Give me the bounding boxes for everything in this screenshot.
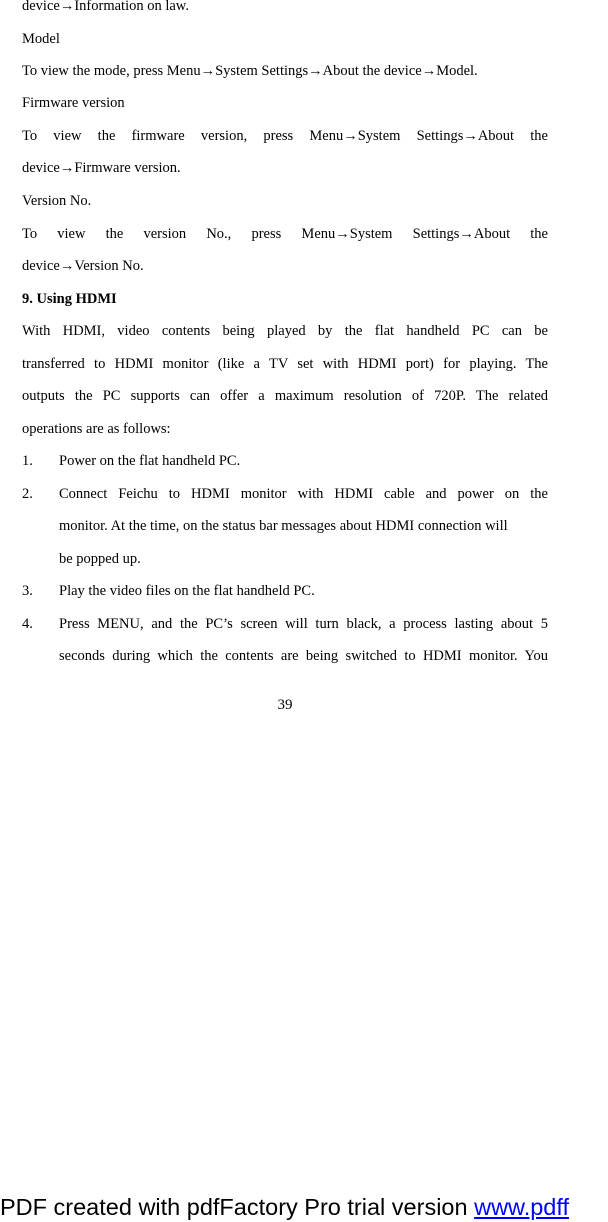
step-number: 2.	[22, 486, 33, 502]
step-text: monitor. At the time, on the status bar messages about HDMI connection will	[59, 518, 508, 534]
step-number: 4.	[22, 616, 33, 632]
step-number: 1.	[22, 453, 33, 469]
step-text: Connect Feichu to HDMI monitor with HDMI cable and power on the	[59, 486, 548, 502]
hdmi-paragraph-line-2: transferred to HDMI monitor (like a TV set with HDMI port) for playing. The	[22, 356, 548, 372]
version-heading: Version No.	[22, 193, 92, 209]
step-text: Press MENU, and the PC’s screen will turn black, a process lasting about 5	[59, 616, 548, 632]
device-info-line: device→Information on law.	[22, 0, 189, 14]
hdmi-paragraph-line-4: operations are as follows:	[22, 421, 171, 437]
firmware-heading: Firmware version	[22, 95, 125, 111]
step-text: seconds during which the contents are being switched to HDMI monitor. You	[59, 648, 548, 664]
hdmi-paragraph-line-1: With HDMI, video contents being played by the flat handheld PC can be	[22, 323, 548, 339]
page-number: 39	[277, 697, 293, 713]
footer-link[interactable]: www.pdff	[474, 1194, 570, 1220]
model-heading: Model	[22, 31, 60, 47]
hdmi-paragraph-line-3: outputs the PC supports can offer a maximum resolution of 720P. The related	[22, 388, 548, 404]
version-text-line-1: To view the version No., press Menu→System Settings→About the	[22, 226, 548, 242]
step-text: Power on the flat handheld PC.	[59, 453, 241, 469]
pdf-watermark-footer	[0, 1192, 608, 1222]
firmware-text-line-1: To view the firmware version, press Menu→System Settings→About the	[22, 128, 548, 144]
hdmi-section-heading: 9. Using HDMI	[22, 291, 117, 307]
step-number: 3.	[22, 583, 33, 599]
step-text: Play the video files on the flat handheld PC.	[59, 583, 315, 599]
footer-text: PDF created with pdfFactory Pro trial version	[0, 1194, 475, 1220]
firmware-text-line-2: device→Firmware version.	[22, 160, 181, 176]
step-text: be popped up.	[59, 551, 141, 567]
model-text: To view the mode, press Menu→System Settings→About the device→Model.	[22, 63, 478, 79]
version-text-line-2: device→Version No.	[22, 258, 144, 274]
